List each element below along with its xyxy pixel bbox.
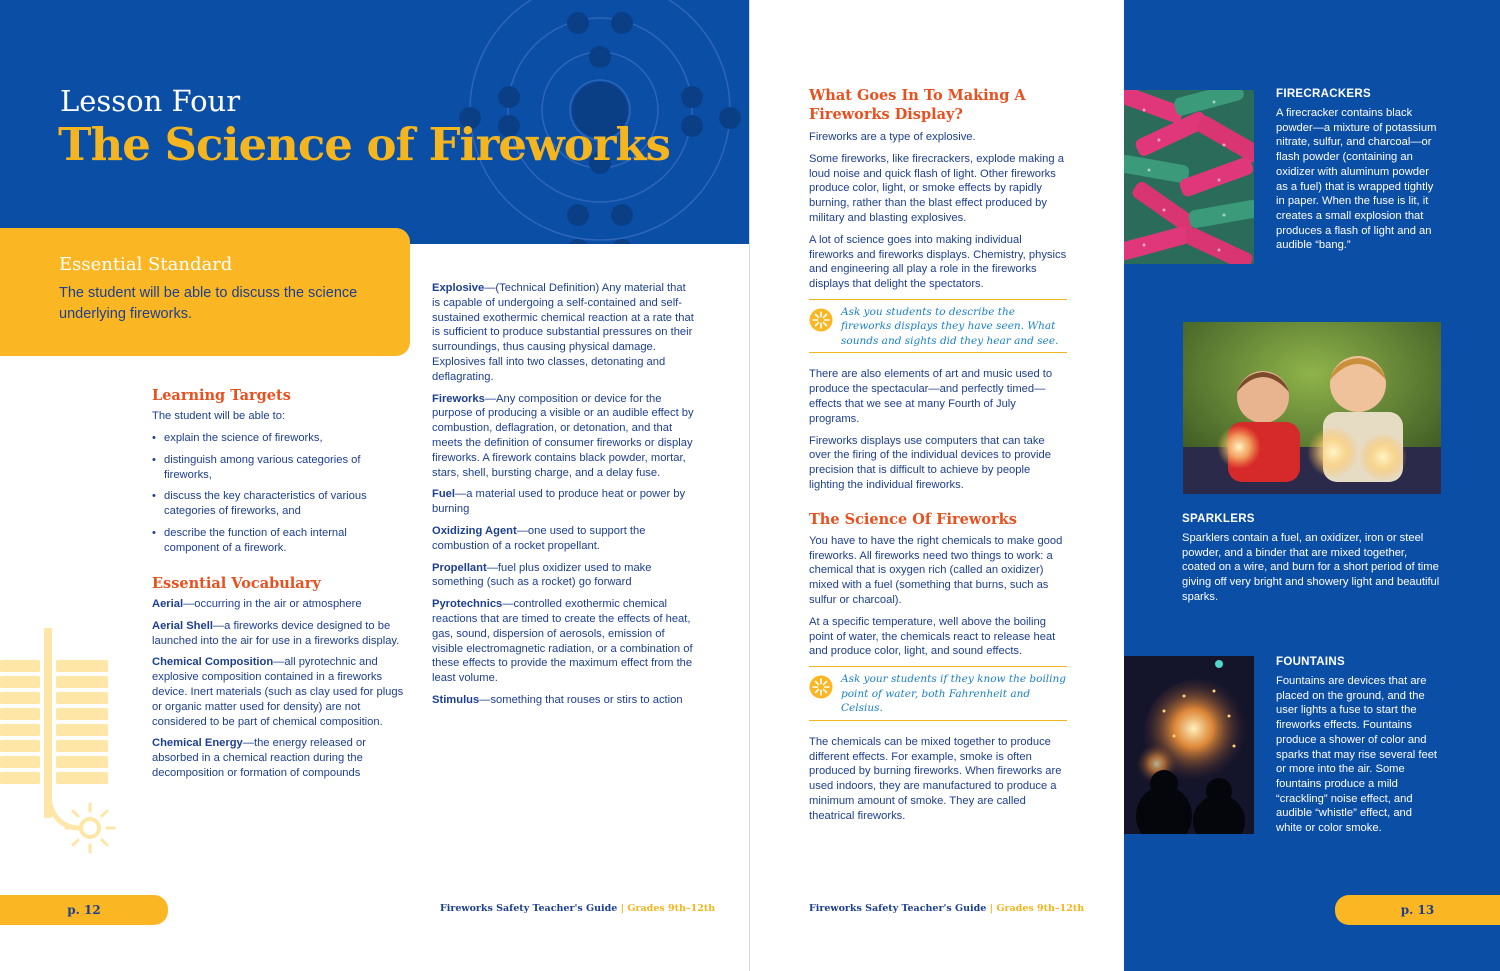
sparklers-text: Sparklers contain a fuel, an oxidizer, iron or steel powder, and a binder that are mixed together, coated on a wire, and burn for a short period of time giving off very bright and showery light and beautiful sparks.	[1182, 532, 1440, 603]
fountains-text: Fountains are devices that are placed on the ground, and the user lights a fuse to start the fireworks effects. Fountains produce a shower of color and sparks that may rise several feet or more into the air. Some fountains produce a mild “crackling” noise effect, and audible “whistle” effect, and white or color smoke.	[1276, 675, 1438, 835]
vocab-entry	[432, 597, 694, 686]
list-item: • discuss the key characteristics of various categories of fireworks, and	[152, 489, 397, 519]
vocab-term: Explosive	[432, 282, 485, 294]
footer-grades: Grades 9th–12th	[996, 903, 1085, 914]
science-heading: The Science Of Fireworks	[809, 510, 1017, 528]
vocab-entry	[432, 487, 694, 517]
paragraph: Fireworks are a type of explosive.	[809, 131, 976, 143]
learning-targets-intro: The student will be able to:	[152, 410, 286, 422]
paragraph: At a specific temperature, well above the boiling point of water, the chemicals react to release heat and produce color, light, and sound effects.	[809, 615, 1056, 658]
teacher-tip-box	[809, 666, 1067, 721]
lesson-title: The Science of Fireworks	[58, 118, 670, 171]
vocab-entry	[152, 655, 414, 729]
vocab-term: Pyrotechnics	[432, 598, 503, 611]
vocab-definition: —one used to support the combustion of a rocket propellant.	[432, 524, 646, 552]
vocab-entry	[432, 693, 694, 708]
vocab-term: Aerial Shell	[152, 619, 213, 632]
footer-guide-name: Fireworks Safety Teacher's Guide	[809, 903, 987, 914]
learning-targets-list	[152, 431, 397, 563]
page-spine-divider	[749, 0, 750, 971]
teacher-tip-text: Ask your students if they know the boiling point of water, both Fahrenheit and Celsius.	[841, 673, 1067, 715]
vocab-entry	[152, 619, 414, 649]
paragraph: A lot of science goes into making individual fireworks and fireworks displays. Chemistry, physics and engineering all play a role in the fireworks displays that delight the spectators.	[809, 233, 1067, 291]
page-number-badge: p. 13	[1335, 895, 1500, 925]
footer-guide-title	[809, 903, 1084, 914]
vocab-term: Fuel	[432, 488, 455, 501]
vocab-entry	[152, 736, 414, 780]
list-item: • explain the science of fireworks,	[152, 431, 397, 446]
vocab-definition: —the energy released or absorbed in a chemical reaction during the decomposition or formation of compounds	[152, 737, 366, 779]
vocab-entry	[432, 392, 694, 481]
teacher-tip-text: Ask you students to describe the fireworks displays they have seen. What sounds and sights did they hear and see.	[841, 305, 1059, 347]
vocab-definition: —Any composition or device for the purpose of producing a visible or an audible effect by combustion, deflagration, or detonation, and that meets the definition of consumer fireworks or display fireworks. A firework contains black powder, mortar, stars, shell, bursting charge, and a delay fuse.	[432, 392, 694, 479]
fountains-heading: FOUNTAINS	[1276, 656, 1345, 668]
vocab-definition: —a fireworks device designed to be launched into the air for use in a fireworks display.	[152, 619, 400, 647]
firecrackers-photo	[1124, 90, 1254, 264]
footer-guide-name: Fireworks Safety Teacher's Guide	[440, 903, 618, 914]
paragraph: Fireworks displays use computers that can take over the firing of the individual devices to provide precision that is difficult to achieve by people lighting the individual fireworks.	[809, 434, 1051, 492]
footer-separator: |	[617, 903, 628, 914]
vocab-definition: —occurring in the air or atmosphere	[183, 598, 362, 610]
children-sparklers-photo	[1183, 322, 1441, 494]
paragraph: You have to have the right chemicals to make good fireworks. All fireworks need two things to work: a chemical that is oxygen rich (called an oxidizer) mixed with a fuel (something that burns, such as sulfur or charcoal).	[809, 534, 1063, 607]
starburst-icon	[809, 675, 833, 699]
sparklers-heading: SPARKLERS	[1182, 513, 1255, 525]
vocab-definition: —(Technical Definition) Any material that is capable of undergoing a self-contained and self-sustained exothermic chemical reaction at a rate that is sufficient to produce substantial pressures on their surroundings, thus causing physical damage. Explosives fall into two classes, detonating and deflagrating.	[432, 282, 694, 383]
vocabulary-column-right	[432, 281, 694, 715]
page-number-badge: p. 12	[0, 895, 168, 925]
firecrackers-heading: FIRECRACKERS	[1276, 88, 1371, 100]
vocab-definition: —fuel plus oxidizer used to make something (such as a rocket) go forward	[432, 561, 652, 589]
vocab-term: Aerial	[152, 598, 184, 610]
vocab-term: Chemical Energy	[152, 737, 243, 750]
vocab-entry	[152, 597, 414, 612]
list-item: • describe the function of each internal component of a firework.	[152, 526, 397, 556]
firework-fuse-icon	[0, 628, 130, 873]
vocab-term: Oxidizing Agent	[432, 524, 517, 537]
vocabulary-column-left	[152, 597, 414, 788]
learning-targets-heading: Learning Targets	[152, 387, 291, 404]
vocab-definition: —something that rouses or stirs to action	[479, 693, 683, 706]
essential-standard-heading: Essential Standard	[59, 254, 233, 275]
making-display-heading: What Goes In To Making A Fireworks Display?	[809, 87, 1026, 123]
firecrackers-text: A firecracker contains black powder—a mixture of potassium nitrate, sulfur, and charcoal—or flash powder (containing an oxidizer with aluminum powder as a fuel) that is wrapped tightly in paper. When the fuse is lit, it creates a small explosion that produces a flash of light and an audible “bang.”	[1276, 107, 1437, 252]
vocab-definition: —controlled exothermic chemical reactions that are timed to create the effects of heat, gas, sound, dispersion of aerosols, emission of visible electromagnetic radiation, or a combination of these effects to provide the maximum effect from the least volume.	[432, 598, 693, 685]
vocab-definition: —a material used to produce heat or power by burning	[432, 488, 686, 516]
vocab-term: Propellant	[432, 561, 487, 574]
vocab-term: Chemical Composition	[152, 656, 274, 669]
lesson-header	[0, 0, 750, 244]
vocab-entry	[432, 561, 694, 591]
footer-guide-title	[440, 903, 715, 914]
vocab-definition: —all pyrotechnic and explosive composition contained in a fireworks device. Inert materials (such as clay used for plugs or organic matter used for density) are not considered to be part of chemical composition.	[152, 656, 404, 728]
paragraph: Some fireworks, like firecrackers, explode making a loud noise and quick flash of light. Other fireworks produce color, light, or smoke effects by rapidly burning, rather than the blast effect produced by military and blasting explosives.	[809, 152, 1064, 224]
vocab-entry	[432, 524, 694, 554]
footer-grades: Grades 9th–12th	[627, 903, 716, 914]
vocab-term: Stimulus	[432, 693, 480, 706]
vocab-entry	[432, 281, 694, 385]
footer-separator: |	[986, 903, 997, 914]
essential-standard-text: The student will be able to discuss the science underlying fireworks.	[59, 285, 358, 322]
lesson-label: Lesson Four	[60, 84, 241, 118]
firework-types-panel	[1124, 0, 1500, 971]
fountains-photo	[1124, 656, 1254, 834]
right-page-article	[809, 86, 1067, 831]
essential-vocabulary-heading: Essential Vocabulary	[152, 575, 321, 592]
list-item: • distinguish among various categories of fireworks,	[152, 453, 397, 483]
paragraph: The chemicals can be mixed together to produce different effects. For example, smoke is often produced by burning fireworks. When fireworks are used indoors, they are manufactured to produce a minimum amount of smoke. They are called theatrical fireworks.	[809, 735, 1062, 822]
starburst-icon	[809, 308, 833, 332]
teacher-tip-box	[809, 299, 1067, 354]
vocab-term: Fireworks	[432, 392, 485, 405]
paragraph: There are also elements of art and music used to produce the spectacular—and perfectly timed—effects that we see at many Fourth of July programs.	[809, 368, 1053, 425]
